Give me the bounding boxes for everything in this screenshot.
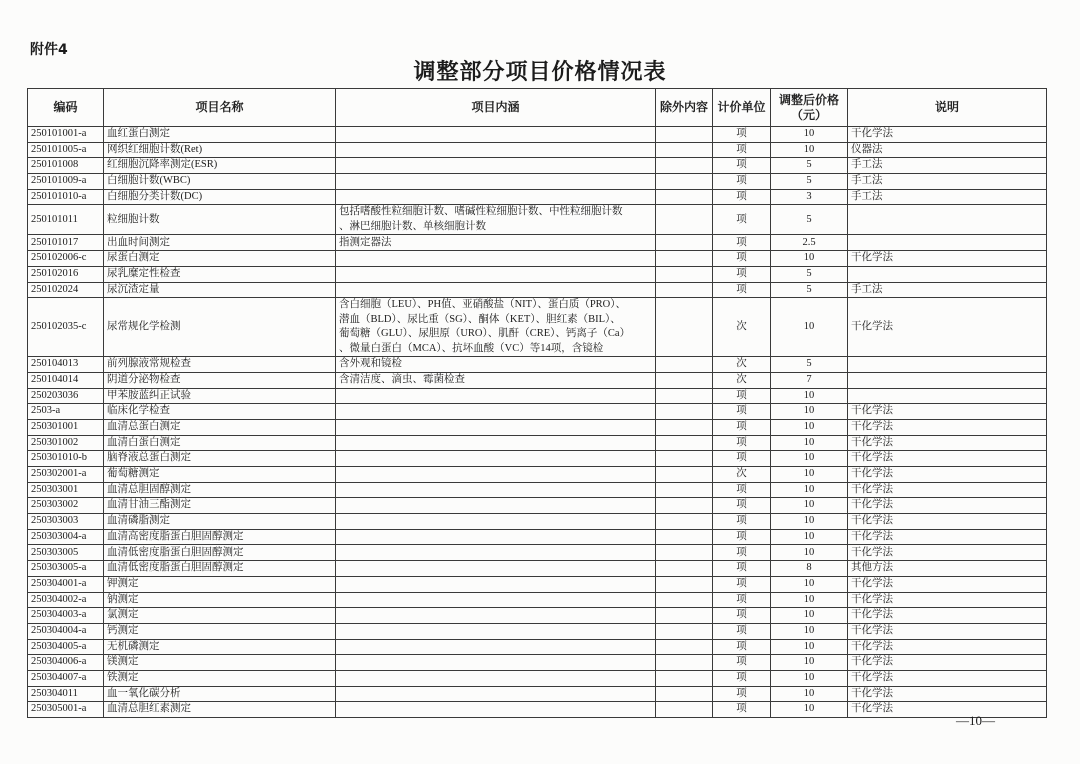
cell-note: 干化学法: [848, 514, 1047, 530]
cell-name: 血清甘油三酯测定: [104, 498, 336, 514]
cell-name: 尿乳糜定性检查: [104, 266, 336, 282]
cell-unit: 项: [713, 419, 771, 435]
cell-price: 10: [771, 467, 848, 483]
table-row: [28, 404, 1047, 420]
cell-code: 250304011: [28, 686, 104, 702]
table-row: [28, 282, 1047, 298]
cell-exclusions: [656, 482, 713, 498]
cell-unit: 项: [713, 545, 771, 561]
cell-note: [848, 357, 1047, 373]
table-row: [28, 670, 1047, 686]
cell-name: 红细胞沉降率测定(ESR): [104, 158, 336, 174]
cell-content: [336, 670, 656, 686]
cell-unit: 项: [713, 561, 771, 577]
cell-price: 10: [771, 498, 848, 514]
cell-unit: 项: [713, 282, 771, 298]
cell-content: [336, 592, 656, 608]
cell-name: 前列腺液常规检查: [104, 357, 336, 373]
header-unit: 计价单位: [713, 89, 771, 127]
cell-exclusions: [656, 388, 713, 404]
cell-price: 10: [771, 404, 848, 420]
table-row: [28, 174, 1047, 190]
cell-content: [336, 686, 656, 702]
cell-content: [336, 702, 656, 718]
cell-unit: 项: [713, 623, 771, 639]
table-row: [28, 608, 1047, 624]
table-row: [28, 205, 1047, 235]
cell-price: 10: [771, 127, 848, 143]
cell-note: 干化学法: [848, 482, 1047, 498]
table-row: [28, 561, 1047, 577]
cell-price: 10: [771, 623, 848, 639]
cell-unit: 项: [713, 127, 771, 143]
cell-note: 干化学法: [848, 498, 1047, 514]
cell-note: 干化学法: [848, 702, 1047, 718]
cell-unit: 项: [713, 189, 771, 205]
cell-name: 血红蛋白测定: [104, 127, 336, 143]
cell-note: 干化学法: [848, 623, 1047, 639]
cell-exclusions: [656, 655, 713, 671]
price-table: [27, 88, 1047, 718]
cell-unit: 项: [713, 529, 771, 545]
page-title: 调整部分项目价格情况表: [413, 59, 667, 85]
cell-code: 250102024: [28, 282, 104, 298]
cell-name: 血清低密度脂蛋白胆固醇测定: [104, 561, 336, 577]
cell-name: 临床化学检查: [104, 404, 336, 420]
cell-unit: 项: [713, 514, 771, 530]
cell-code: 250305001-a: [28, 702, 104, 718]
cell-unit: 项: [713, 435, 771, 451]
cell-content: 指测定器法: [336, 235, 656, 251]
cell-exclusions: [656, 298, 713, 357]
cell-exclusions: [656, 266, 713, 282]
cell-name: 钠测定: [104, 592, 336, 608]
cell-unit: 次: [713, 467, 771, 483]
cell-unit: 项: [713, 639, 771, 655]
cell-code: 250101010-a: [28, 189, 104, 205]
cell-code: 250304003-a: [28, 608, 104, 624]
cell-content: [336, 514, 656, 530]
cell-name: 脑脊液总蛋白测定: [104, 451, 336, 467]
cell-exclusions: [656, 702, 713, 718]
cell-unit: 项: [713, 404, 771, 420]
cell-exclusions: [656, 451, 713, 467]
cell-note: 手工法: [848, 158, 1047, 174]
table-row: [28, 482, 1047, 498]
cell-content: [336, 623, 656, 639]
cell-name: 钾测定: [104, 576, 336, 592]
cell-note: 干化学法: [848, 529, 1047, 545]
cell-unit: 项: [713, 655, 771, 671]
cell-name: 血一氧化碳分析: [104, 686, 336, 702]
table-row: [28, 639, 1047, 655]
cell-price: 10: [771, 298, 848, 357]
cell-note: 干化学法: [848, 404, 1047, 420]
cell-code: 250303003: [28, 514, 104, 530]
cell-price: 10: [771, 529, 848, 545]
cell-name: 铁测定: [104, 670, 336, 686]
cell-content: [336, 251, 656, 267]
cell-note: 干化学法: [848, 639, 1047, 655]
cell-price: 5: [771, 282, 848, 298]
table-row: [28, 388, 1047, 404]
cell-note: 手工法: [848, 174, 1047, 190]
cell-content: [336, 158, 656, 174]
header-price: [771, 89, 848, 127]
cell-exclusions: [656, 670, 713, 686]
cell-code: 250301002: [28, 435, 104, 451]
cell-name: 出血时间测定: [104, 235, 336, 251]
cell-content: [336, 404, 656, 420]
cell-unit: 项: [713, 266, 771, 282]
cell-exclusions: [656, 639, 713, 655]
cell-unit: 项: [713, 576, 771, 592]
cell-name: 镁测定: [104, 655, 336, 671]
cell-content: [336, 282, 656, 298]
cell-content: [336, 482, 656, 498]
cell-content: [336, 639, 656, 655]
cell-name: 尿蛋白测定: [104, 251, 336, 267]
cell-exclusions: [656, 686, 713, 702]
cell-note: 仪器法: [848, 142, 1047, 158]
cell-code: 250304007-a: [28, 670, 104, 686]
cell-name: 钙测定: [104, 623, 336, 639]
cell-price: 5: [771, 205, 848, 235]
cell-price: 10: [771, 419, 848, 435]
cell-unit: 项: [713, 702, 771, 718]
cell-exclusions: [656, 467, 713, 483]
cell-name: 尿常规化学检测: [104, 298, 336, 357]
cell-unit: 项: [713, 592, 771, 608]
cell-name: 网织红细胞计数(Ret): [104, 142, 336, 158]
cell-content: [336, 142, 656, 158]
cell-price: 10: [771, 514, 848, 530]
cell-content: 含清洁度、滴虫、霉菌检查: [336, 372, 656, 388]
cell-price: 10: [771, 639, 848, 655]
cell-price: 10: [771, 592, 848, 608]
cell-note: 干化学法: [848, 298, 1047, 357]
table-row: [28, 702, 1047, 718]
cell-exclusions: [656, 514, 713, 530]
cell-code: 250303005: [28, 545, 104, 561]
cell-content: 包括嗜酸性粒细胞计数、嗜碱性粒细胞计数、中性粒细胞计数 、淋巴细胞计数、单核细胞计数: [336, 205, 656, 235]
table-row: [28, 158, 1047, 174]
cell-unit: 项: [713, 670, 771, 686]
cell-exclusions: [656, 205, 713, 235]
cell-content: 含外观和镜检: [336, 357, 656, 373]
table-row: [28, 127, 1047, 143]
cell-unit: 项: [713, 498, 771, 514]
cell-note: 干化学法: [848, 608, 1047, 624]
cell-price: 5: [771, 357, 848, 373]
table-row: [28, 545, 1047, 561]
cell-note: [848, 372, 1047, 388]
cell-note: 手工法: [848, 282, 1047, 298]
cell-code: 250304004-a: [28, 623, 104, 639]
cell-price: 10: [771, 435, 848, 451]
cell-unit: 次: [713, 372, 771, 388]
cell-unit: 项: [713, 174, 771, 190]
cell-note: 其他方法: [848, 561, 1047, 577]
cell-note: [848, 235, 1047, 251]
cell-note: [848, 266, 1047, 282]
cell-name: 血清总胆红素测定: [104, 702, 336, 718]
table-row: [28, 189, 1047, 205]
cell-price: 5: [771, 158, 848, 174]
table-body: [28, 127, 1047, 718]
cell-price: 10: [771, 545, 848, 561]
cell-code: 250203036: [28, 388, 104, 404]
cell-exclusions: [656, 592, 713, 608]
header-exclusions: 除外内容: [656, 89, 713, 127]
cell-price: 8: [771, 561, 848, 577]
cell-exclusions: [656, 189, 713, 205]
cell-name: 氯测定: [104, 608, 336, 624]
cell-exclusions: [656, 498, 713, 514]
header-name: 项目名称: [104, 89, 336, 127]
cell-content: [336, 545, 656, 561]
cell-price: 10: [771, 388, 848, 404]
table-row: [28, 623, 1047, 639]
cell-content: [336, 576, 656, 592]
cell-name: 血清总胆固醇测定: [104, 482, 336, 498]
table-row: [28, 498, 1047, 514]
cell-price: 7: [771, 372, 848, 388]
cell-price: 10: [771, 670, 848, 686]
table-row: [28, 235, 1047, 251]
cell-unit: 次: [713, 298, 771, 357]
cell-code: 250304005-a: [28, 639, 104, 655]
cell-name: 血清白蛋白测定: [104, 435, 336, 451]
cell-exclusions: [656, 529, 713, 545]
cell-price: 10: [771, 142, 848, 158]
cell-code: 250102006-c: [28, 251, 104, 267]
cell-content: [336, 435, 656, 451]
cell-code: 250303002: [28, 498, 104, 514]
cell-code: 250302001-a: [28, 467, 104, 483]
cell-code: 250104013: [28, 357, 104, 373]
cell-price: 10: [771, 686, 848, 702]
header-price-line2: （元）: [790, 107, 827, 122]
table-row: [28, 298, 1047, 357]
cell-unit: 项: [713, 251, 771, 267]
header-code: 编码: [28, 89, 104, 127]
cell-code: 250102016: [28, 266, 104, 282]
cell-note: 干化学法: [848, 655, 1047, 671]
table-row: [28, 357, 1047, 373]
cell-unit: 项: [713, 158, 771, 174]
table-row: [28, 372, 1047, 388]
cell-note: 干化学法: [848, 127, 1047, 143]
cell-note: 手工法: [848, 189, 1047, 205]
header-content: 项目内涵: [336, 89, 656, 127]
cell-code: 250101005-a: [28, 142, 104, 158]
header-price-line1: 调整后价格: [778, 92, 839, 107]
cell-code: 250101008: [28, 158, 104, 174]
cell-code: 250101009-a: [28, 174, 104, 190]
cell-exclusions: [656, 419, 713, 435]
cell-exclusions: [656, 623, 713, 639]
cell-name: 甲苯胺蓝纠正试验: [104, 388, 336, 404]
table-row: [28, 419, 1047, 435]
cell-code: 250301010-b: [28, 451, 104, 467]
cell-price: 10: [771, 702, 848, 718]
cell-content: [336, 189, 656, 205]
cell-content: [336, 467, 656, 483]
cell-content: [336, 419, 656, 435]
cell-unit: 项: [713, 482, 771, 498]
table-row: [28, 514, 1047, 530]
cell-exclusions: [656, 235, 713, 251]
cell-content: [336, 266, 656, 282]
cell-note: 干化学法: [848, 670, 1047, 686]
cell-content: [336, 174, 656, 190]
cell-exclusions: [656, 576, 713, 592]
cell-name: 无机磷测定: [104, 639, 336, 655]
cell-exclusions: [656, 142, 713, 158]
cell-note: 干化学法: [848, 251, 1047, 267]
cell-content: [336, 529, 656, 545]
table-row: [28, 592, 1047, 608]
cell-name: 血清低密度脂蛋白胆固醇测定: [104, 545, 336, 561]
cell-content: [336, 127, 656, 143]
cell-note: [848, 388, 1047, 404]
cell-code: 250101001-a: [28, 127, 104, 143]
table-row: [28, 451, 1047, 467]
cell-code: 250304002-a: [28, 592, 104, 608]
cell-code: 250303005-a: [28, 561, 104, 577]
cell-note: 干化学法: [848, 592, 1047, 608]
cell-exclusions: [656, 435, 713, 451]
cell-price: 10: [771, 451, 848, 467]
cell-price: 2.5: [771, 235, 848, 251]
cell-note: 干化学法: [848, 576, 1047, 592]
cell-code: 250102035-c: [28, 298, 104, 357]
table-row: [28, 266, 1047, 282]
cell-unit: 项: [713, 235, 771, 251]
cell-exclusions: [656, 158, 713, 174]
cell-note: 干化学法: [848, 435, 1047, 451]
cell-code: 250304006-a: [28, 655, 104, 671]
cell-name: 葡萄糖测定: [104, 467, 336, 483]
cell-content: [336, 561, 656, 577]
table-row: [28, 686, 1047, 702]
cell-note: 干化学法: [848, 686, 1047, 702]
cell-name: 白细胞计数(WBC): [104, 174, 336, 190]
cell-price: 10: [771, 251, 848, 267]
cell-price: 5: [771, 174, 848, 190]
cell-exclusions: [656, 372, 713, 388]
cell-content: 含白细胞（LEU）、PH值、亚硝酸盐（NIT）、蛋白质（PRO）、 潜血（BLD）、尿比重（SG）、酮体（KET）、胆红素（BIL）、 葡萄糖（GLU）、尿胆原（URO）、肌酐（CRE）、钙离子（Ca） 、微量白蛋白（MCA）、抗坏血酸（VC）等14项，含镜检: [336, 298, 656, 357]
cell-price: 10: [771, 576, 848, 592]
cell-exclusions: [656, 282, 713, 298]
cell-unit: 次: [713, 357, 771, 373]
cell-content: [336, 498, 656, 514]
cell-unit: 项: [713, 205, 771, 235]
cell-code: 250303004-a: [28, 529, 104, 545]
cell-exclusions: [656, 545, 713, 561]
table-row: [28, 142, 1047, 158]
header-row: [28, 89, 1047, 127]
attachment-label: 附件4: [30, 42, 68, 58]
page-number: —10—: [956, 713, 995, 728]
cell-exclusions: [656, 608, 713, 624]
cell-note: 干化学法: [848, 451, 1047, 467]
cell-name: 白细胞分类计数(DC): [104, 189, 336, 205]
cell-price: 3: [771, 189, 848, 205]
cell-content: [336, 655, 656, 671]
cell-exclusions: [656, 404, 713, 420]
cell-name: 血清磷脂测定: [104, 514, 336, 530]
cell-code: 250104014: [28, 372, 104, 388]
cell-price: 10: [771, 655, 848, 671]
table-row: [28, 576, 1047, 592]
table-row: [28, 529, 1047, 545]
header-note: 说明: [848, 89, 1047, 127]
cell-code: 250301001: [28, 419, 104, 435]
cell-code: 250101017: [28, 235, 104, 251]
table-row: [28, 251, 1047, 267]
cell-name: 粒细胞计数: [104, 205, 336, 235]
cell-unit: 项: [713, 608, 771, 624]
cell-content: [336, 608, 656, 624]
cell-content: [336, 451, 656, 467]
cell-name: 阴道分泌物检查: [104, 372, 336, 388]
cell-note: 干化学法: [848, 419, 1047, 435]
cell-unit: 项: [713, 451, 771, 467]
cell-note: [848, 205, 1047, 235]
table-row: [28, 435, 1047, 451]
cell-name: 尿沉渣定量: [104, 282, 336, 298]
cell-exclusions: [656, 174, 713, 190]
cell-exclusions: [656, 357, 713, 373]
cell-code: 250101011: [28, 205, 104, 235]
cell-code: 2503-a: [28, 404, 104, 420]
cell-exclusions: [656, 251, 713, 267]
cell-code: 250303001: [28, 482, 104, 498]
cell-unit: 项: [713, 388, 771, 404]
cell-code: 250304001-a: [28, 576, 104, 592]
table-row: [28, 467, 1047, 483]
cell-note: 干化学法: [848, 545, 1047, 561]
cell-unit: 项: [713, 686, 771, 702]
cell-price: 10: [771, 608, 848, 624]
cell-content: [336, 388, 656, 404]
cell-name: 血清总蛋白测定: [104, 419, 336, 435]
cell-exclusions: [656, 561, 713, 577]
cell-exclusions: [656, 127, 713, 143]
cell-price: 5: [771, 266, 848, 282]
table-row: [28, 655, 1047, 671]
cell-note: 干化学法: [848, 467, 1047, 483]
cell-name: 血清高密度脂蛋白胆固醇测定: [104, 529, 336, 545]
cell-unit: 项: [713, 142, 771, 158]
cell-price: 10: [771, 482, 848, 498]
